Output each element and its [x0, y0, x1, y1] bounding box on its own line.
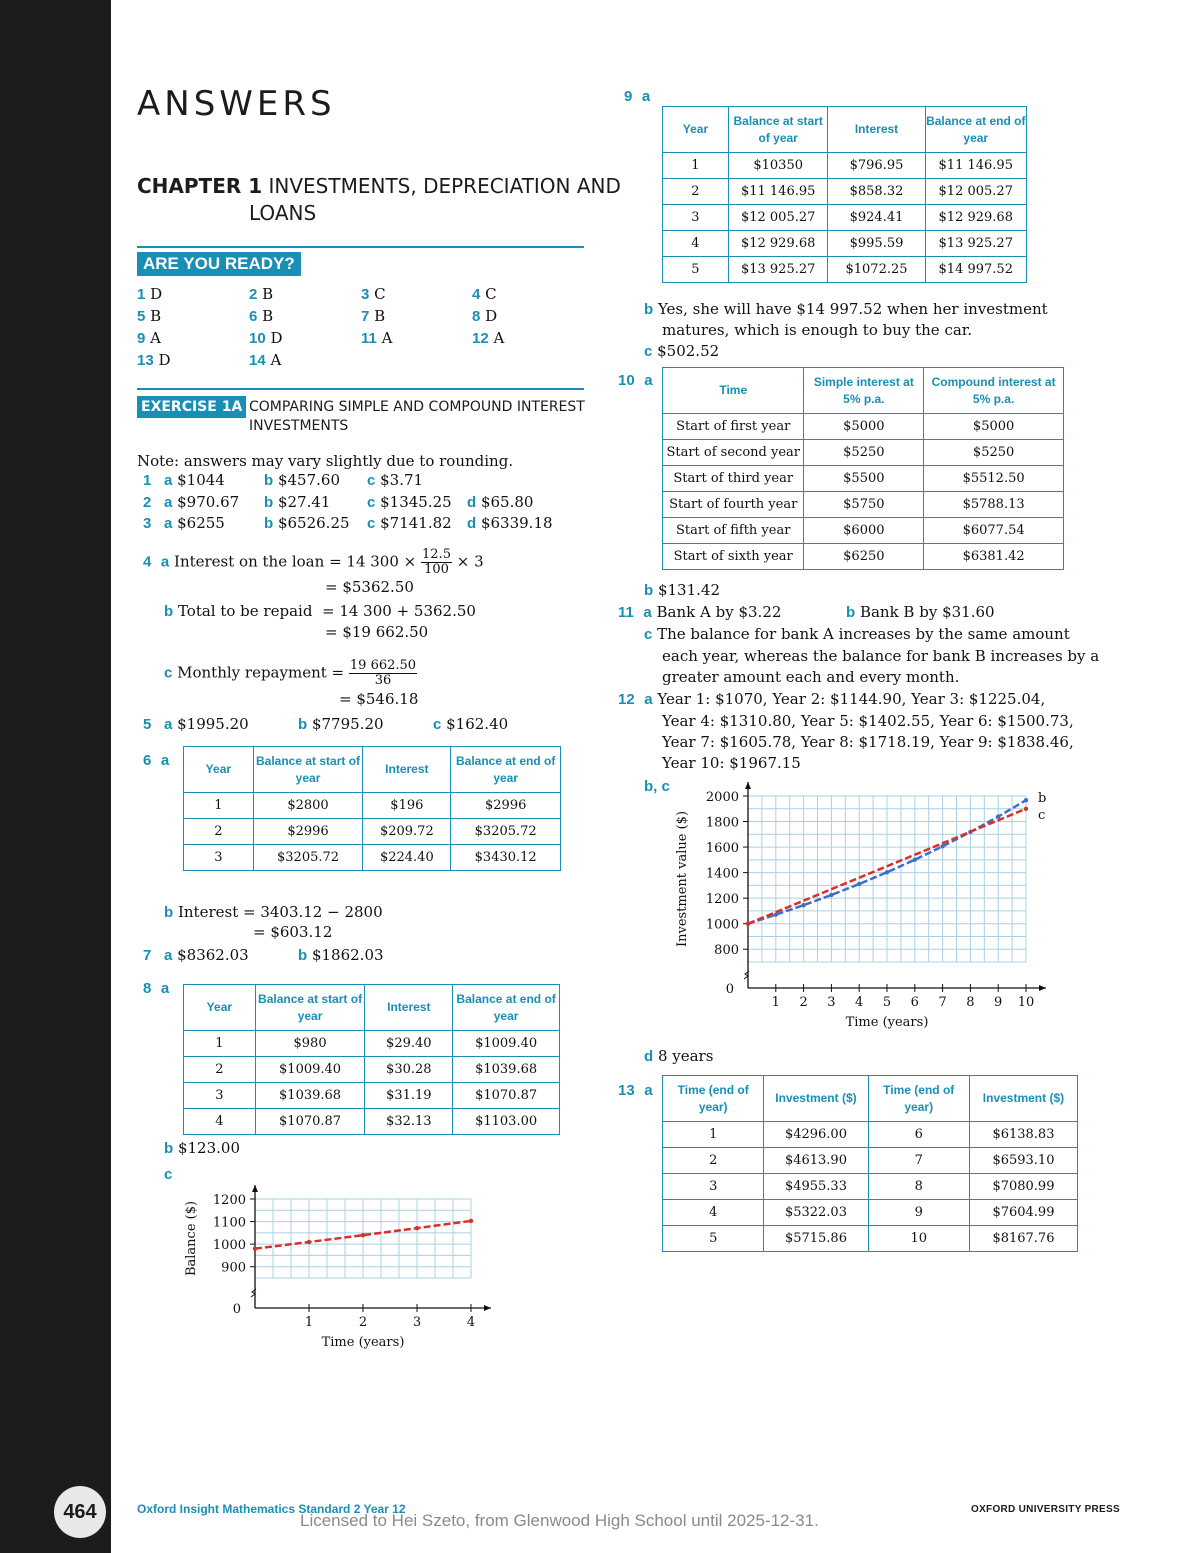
ready-answer-12: 12 A — [472, 329, 505, 347]
table-header: Compound interest at 5% p.a. — [924, 368, 1064, 414]
q12-a-line2: Year 4: $1310.80, Year 5: $1402.55, Year 6: $1500.73, — [662, 712, 1074, 730]
x-axis-arrow — [1039, 985, 1046, 991]
ready-answer-9: 9 A — [137, 329, 161, 347]
x-tick-label: 3 — [827, 995, 836, 1010]
x-tick-label: 9 — [994, 995, 1003, 1010]
ready-answer-1: 1 D — [137, 285, 163, 303]
table-cell: $13 925.27 — [728, 257, 828, 283]
table-cell: $3205.72 — [253, 845, 363, 871]
q11-a: 11 a Bank A by $3.22 — [618, 603, 782, 621]
series-label: b — [1038, 791, 1047, 807]
q9-table — [662, 106, 1027, 283]
table-cell: 3 — [184, 1083, 256, 1109]
table-cell: $10350 — [728, 153, 828, 179]
table-cell: $6077.54 — [924, 518, 1064, 544]
table-row — [663, 1200, 1078, 1226]
x-tick-label: 10 — [1017, 995, 1035, 1010]
q3-d: d $6339.18 — [467, 514, 553, 532]
x-axis-arrow — [484, 1305, 491, 1311]
q12-investment-chart — [670, 776, 1070, 1042]
y-tick-label: 1600 — [705, 841, 739, 857]
table-header: Interest — [365, 985, 453, 1031]
table-cell: $196 — [363, 793, 451, 819]
table-cell: Start of sixth year — [663, 544, 804, 570]
q8-a-label: 8 a — [143, 980, 170, 997]
table-cell: $7080.99 — [969, 1174, 1077, 1200]
table-cell: Start of first year — [663, 414, 804, 440]
q13-a-label: 13 a — [618, 1082, 653, 1099]
table-row — [184, 819, 561, 845]
exercise-divider — [137, 388, 584, 390]
table-cell: $5512.50 — [924, 466, 1064, 492]
table-cell: 5 — [663, 257, 729, 283]
table-cell: $11 146.95 — [925, 153, 1026, 179]
table-header: Balance at start of year — [253, 747, 363, 793]
table-cell: $924.41 — [828, 205, 925, 231]
table-cell: $13 925.27 — [925, 231, 1026, 257]
table-row — [663, 153, 1027, 179]
q6-a-label: 6 a — [143, 752, 170, 769]
q11-c: c The balance for bank A increases by the same amount — [644, 625, 1070, 643]
q2-c: c $1345.25 — [367, 493, 452, 511]
q9-b: b Yes, she will have $14 997.52 when her investment — [644, 300, 1048, 318]
table-cell: $3430.12 — [451, 845, 561, 871]
q5-b: b $7795.20 — [298, 715, 384, 733]
q1-c: c $3.71 — [367, 471, 424, 489]
table-cell: $12 005.27 — [728, 205, 828, 231]
table-cell: $5000 — [924, 414, 1064, 440]
table-cell: $8167.76 — [969, 1226, 1077, 1252]
table-cell: 1 — [663, 1122, 764, 1148]
table-cell: $224.40 — [363, 845, 451, 871]
ready-answer-6: 6 B — [249, 307, 274, 325]
table-header: Simple interest at 5% p.a. — [804, 368, 924, 414]
q4-c-result: = $546.18 — [339, 690, 419, 708]
table-cell: $29.40 — [365, 1031, 453, 1057]
y-tick-label: 2000 — [705, 790, 739, 805]
table-row — [663, 179, 1027, 205]
y-tick-label: 1200 — [212, 1193, 246, 1208]
exercise-note: Note: answers may vary slightly due to rounding. — [137, 452, 514, 470]
table-header: Balance at end of year — [453, 985, 560, 1031]
x-tick-label: 3 — [412, 1315, 422, 1330]
table-row — [663, 1174, 1078, 1200]
x-axis-label: Time (years) — [845, 1015, 929, 1030]
y-tick-label: 1400 — [705, 866, 739, 882]
q2-a: a $970.67 — [164, 493, 240, 511]
table-cell: $6000 — [804, 518, 924, 544]
table-cell: $980 — [255, 1031, 365, 1057]
table-cell: $4296.00 — [764, 1122, 868, 1148]
table-cell: 4 — [663, 231, 729, 257]
table-cell: $209.72 — [363, 819, 451, 845]
y-tick-label: 1800 — [705, 815, 739, 831]
table-header: Time (end of year) — [868, 1076, 969, 1122]
table-cell: $30.28 — [365, 1057, 453, 1083]
table-cell: 5 — [663, 1226, 764, 1252]
table-row — [663, 518, 1064, 544]
table-cell: $5322.03 — [764, 1200, 868, 1226]
y-zero-label: 0 — [232, 1302, 241, 1317]
x-tick-label: 5 — [882, 995, 892, 1010]
table-cell: $995.59 — [828, 231, 925, 257]
y-axis-label: Balance ($) — [184, 1200, 199, 1277]
q6-b-result: = $603.12 — [253, 923, 333, 941]
table-cell: $1070.87 — [255, 1109, 365, 1135]
y-axis-label: Investment value ($) — [675, 810, 690, 948]
table-cell: 2 — [184, 819, 254, 845]
table-cell: $12 929.68 — [728, 231, 828, 257]
q12-bc-label: b, c — [644, 778, 670, 795]
table-cell: $796.95 — [828, 153, 925, 179]
y-tick-label: 1000 — [212, 1238, 246, 1254]
chapter-label: CHAPTER 1 — [137, 174, 263, 198]
ready-answer-7: 7 B — [361, 307, 386, 325]
x-tick-label: 1 — [771, 995, 780, 1010]
table-row — [663, 1122, 1078, 1148]
page-number: 464 — [54, 1486, 106, 1538]
ready-answer-4: 4 C — [472, 285, 497, 303]
data-point — [361, 1233, 365, 1237]
table-row — [184, 1057, 560, 1083]
table-cell: $7604.99 — [969, 1200, 1077, 1226]
chapter-title-line1: INVESTMENTS, DEPRECIATION AND — [268, 174, 621, 198]
table-cell: $1072.25 — [828, 257, 925, 283]
table-row — [184, 1031, 560, 1057]
data-point — [940, 844, 944, 848]
table-header: Interest — [828, 107, 925, 153]
table-cell: Start of fifth year — [663, 518, 804, 544]
q4-b: b Total to be repaid = 14 300 + 5362.50 — [164, 602, 476, 620]
q11-b: b Bank B by $31.60 — [846, 603, 995, 621]
table-cell: $1009.40 — [255, 1057, 365, 1083]
q4-c-fraction: $\frac{19 662.50}{36}$ — [349, 658, 417, 688]
q7-b: b $1862.03 — [298, 946, 384, 964]
licence-notice: Licensed to Hei Szeto, from Glenwood High School until 2025-12-31. — [300, 1511, 819, 1530]
table-cell: $2800 — [253, 793, 363, 819]
table-cell: $6381.42 — [924, 544, 1064, 570]
data-point — [746, 921, 750, 925]
table-header: Year — [184, 985, 256, 1031]
data-point — [913, 858, 917, 862]
ready-answer-3: 3 C — [361, 285, 386, 303]
q4-a: 4 a Interest on the loan = 14 300 × $\frac{12.5}{100}$ × 3 — [143, 547, 484, 577]
ready-answer-5: 5 B — [137, 307, 162, 325]
q9-a-label: 9 a — [624, 88, 651, 105]
q1-b: b $457.60 — [264, 471, 340, 489]
data-point — [1024, 807, 1028, 811]
table-header: Balance at end of year — [451, 747, 561, 793]
table-cell: $12 929.68 — [925, 205, 1026, 231]
table-row — [663, 1226, 1078, 1252]
data-point — [253, 1246, 257, 1250]
table-cell: $6250 — [804, 544, 924, 570]
q11-c-line3: greater amount each and every month. — [662, 668, 960, 686]
y-tick-label: 900 — [221, 1260, 246, 1276]
ready-answer-11: 11 A — [361, 329, 393, 347]
x-tick-label: 4 — [855, 995, 864, 1010]
table-cell: $4613.90 — [764, 1148, 868, 1174]
table-cell: 10 — [868, 1226, 969, 1252]
data-point — [415, 1226, 419, 1230]
table-cell: 3 — [663, 205, 729, 231]
table-cell: $1070.87 — [453, 1083, 560, 1109]
table-header: Year — [184, 747, 254, 793]
table-cell: Start of third year — [663, 466, 804, 492]
table-cell: 4 — [663, 1200, 764, 1226]
table-cell: 8 — [868, 1174, 969, 1200]
table-cell: 3 — [663, 1174, 764, 1200]
table-cell: 2 — [663, 179, 729, 205]
table-row — [663, 1148, 1078, 1174]
table-cell: $5000 — [804, 414, 924, 440]
y-axis-arrow — [252, 1185, 258, 1192]
q6-table — [183, 746, 561, 871]
q5-a: a $1995.20 — [164, 715, 249, 733]
table-row — [663, 544, 1064, 570]
table-row — [184, 1083, 560, 1109]
table-cell: $5750 — [804, 492, 924, 518]
y-tick-label: 800 — [714, 943, 739, 959]
table-cell: $4955.33 — [764, 1174, 868, 1200]
q9-b-line2: matures, which is enough to buy the car. — [662, 321, 973, 339]
data-point — [307, 1240, 311, 1244]
table-cell: $5715.86 — [764, 1226, 868, 1252]
table-cell: 3 — [184, 845, 254, 871]
exercise-tag: EXERCISE 1A — [137, 396, 246, 418]
table-cell: $14 997.52 — [925, 257, 1026, 283]
q2-number: 2 — [143, 494, 152, 511]
ready-answer-8: 8 D — [472, 307, 498, 325]
table-cell: 6 — [868, 1122, 969, 1148]
q5-c: c $162.40 — [433, 715, 509, 733]
data-point — [774, 913, 778, 917]
y-tick-label: 1100 — [212, 1215, 246, 1231]
ready-heading: ARE YOU READY? — [137, 252, 301, 276]
q8-c-label: c — [164, 1166, 173, 1183]
x-tick-label: 8 — [966, 995, 975, 1010]
q3-c: c $7141.82 — [367, 514, 452, 532]
q2-b: b $27.41 — [264, 493, 331, 511]
q2-d: d $65.80 — [467, 493, 534, 511]
chapter-heading — [137, 173, 621, 200]
y-tick-label: 1000 — [705, 917, 739, 933]
data-point — [801, 903, 805, 907]
table-row — [184, 793, 561, 819]
page-title: ANSWERS — [137, 84, 336, 124]
table-header: Year — [663, 107, 729, 153]
q3-number: 3 — [143, 515, 152, 532]
series-label: c — [1038, 807, 1046, 823]
q1-a: a $1044 — [164, 471, 225, 489]
table-header: Balance at start of year — [255, 985, 365, 1031]
exercise-title-line1: COMPARING SIMPLE AND COMPOUND INTEREST — [249, 399, 585, 415]
q12-d: d 8 years — [644, 1047, 714, 1065]
y-tick-label: 1200 — [705, 892, 739, 908]
table-cell: Start of fourth year — [663, 492, 804, 518]
table-cell: $2996 — [253, 819, 363, 845]
table-cell: 4 — [184, 1109, 256, 1135]
table-cell: $6138.83 — [969, 1122, 1077, 1148]
q4-a-result: = $5362.50 — [325, 578, 414, 596]
table-header: Time (end of year) — [663, 1076, 764, 1122]
q3-b: b $6526.25 — [264, 514, 350, 532]
q10-table — [662, 367, 1064, 570]
table-cell: $6593.10 — [969, 1148, 1077, 1174]
data-point — [857, 882, 861, 886]
data-point — [885, 870, 889, 874]
footer-book-title: Oxford Insight Mathematics Standard 2 Year 12 — [137, 1502, 406, 1516]
table-cell: $1039.68 — [453, 1057, 560, 1083]
table-cell: $5788.13 — [924, 492, 1064, 518]
table-header: Balance at start of year — [728, 107, 828, 153]
y-axis-arrow — [745, 782, 751, 789]
x-axis-label: Time (years) — [321, 1335, 405, 1350]
q7-a: a $8362.03 — [164, 946, 249, 964]
data-point — [996, 814, 1000, 818]
table-cell: $1009.40 — [453, 1031, 560, 1057]
q4-a-fraction: $\frac{12.5}{100}$ — [422, 547, 451, 577]
table-cell: Start of second year — [663, 440, 804, 466]
table-row — [663, 231, 1027, 257]
q8-table — [183, 984, 560, 1135]
x-tick-label: 2 — [799, 995, 808, 1010]
ready-divider — [137, 246, 584, 248]
x-tick-label: 1 — [304, 1315, 314, 1330]
q5-number: 5 — [143, 716, 152, 733]
table-row — [663, 257, 1027, 283]
table-cell: $31.19 — [365, 1083, 453, 1109]
table-cell: $2996 — [451, 793, 561, 819]
q12-a: 12 a Year 1: $1070, Year 2: $1144.90, Year 3: $1225.04, — [618, 690, 1046, 708]
table-row — [663, 440, 1064, 466]
data-point — [829, 893, 833, 897]
table-header: Investment ($) — [969, 1076, 1077, 1122]
table-header: Investment ($) — [764, 1076, 868, 1122]
exercise-title-line2: INVESTMENTS — [249, 418, 349, 434]
q9-c: c $502.52 — [644, 342, 720, 360]
x-tick-label: 7 — [938, 995, 947, 1010]
data-point — [1024, 798, 1028, 802]
table-header: Time — [663, 368, 804, 414]
q7-number: 7 — [143, 947, 152, 964]
table-row — [184, 845, 561, 871]
table-cell: $32.13 — [365, 1109, 453, 1135]
table-cell: 1 — [663, 153, 729, 179]
table-row — [663, 205, 1027, 231]
table-header: Interest — [363, 747, 451, 793]
q4-b-result: = $19 662.50 — [325, 623, 429, 641]
q6-b: b Interest = 3403.12 − 2800 — [164, 903, 383, 921]
q1-number: 1 — [143, 472, 152, 489]
table-cell: 7 — [868, 1148, 969, 1174]
table-cell: 2 — [663, 1148, 764, 1174]
table-cell: $11 146.95 — [728, 179, 828, 205]
q12-a-line4: Year 10: $1967.15 — [662, 754, 801, 772]
q10-a-label: 10 a — [618, 372, 653, 389]
table-row — [663, 414, 1064, 440]
q12-a-line3: Year 7: $1605.78, Year 8: $1718.19, Year 9: $1838.46, — [662, 733, 1074, 751]
ready-answer-10: 10 D — [249, 329, 283, 347]
table-row — [184, 1109, 560, 1135]
table-cell: $5250 — [924, 440, 1064, 466]
ready-answer-14: 14 A — [249, 351, 282, 369]
table-cell: 1 — [184, 793, 254, 819]
q13-table — [662, 1075, 1078, 1252]
x-tick-label: 4 — [466, 1315, 476, 1330]
table-row — [663, 492, 1064, 518]
q8-balance-chart — [175, 1172, 505, 1362]
q10-b: b $131.42 — [644, 581, 720, 599]
table-cell: 9 — [868, 1200, 969, 1226]
ready-answer-13: 13 D — [137, 351, 171, 369]
x-tick-label: 6 — [910, 995, 919, 1010]
table-cell: $1039.68 — [255, 1083, 365, 1109]
x-tick-label: 2 — [358, 1315, 368, 1330]
table-cell: $5250 — [804, 440, 924, 466]
data-point — [469, 1219, 473, 1223]
table-cell: $5500 — [804, 466, 924, 492]
ready-answer-2: 2 B — [249, 285, 274, 303]
table-cell: $3205.72 — [451, 819, 561, 845]
table-cell: 2 — [184, 1057, 256, 1083]
table-header: Balance at end of year — [925, 107, 1026, 153]
publisher-name: OXFORD UNIVERSITY PRESS — [971, 1504, 1120, 1515]
page-sidebar — [0, 0, 111, 1553]
q11-c-line2: each year, whereas the balance for bank B increases by a — [662, 647, 1100, 665]
y-zero-label: 0 — [725, 982, 734, 997]
q4-c: c Monthly repayment = $\frac{19 662.50}{36}$ — [164, 658, 417, 688]
table-cell: $1103.00 — [453, 1109, 560, 1135]
q3-a: a $6255 — [164, 514, 225, 532]
table-cell: $12 005.27 — [925, 179, 1026, 205]
chapter-title-line2: LOANS — [249, 201, 317, 225]
table-cell: $858.32 — [828, 179, 925, 205]
q8-b: b $123.00 — [164, 1139, 240, 1157]
table-row — [663, 466, 1064, 492]
table-cell: 1 — [184, 1031, 256, 1057]
